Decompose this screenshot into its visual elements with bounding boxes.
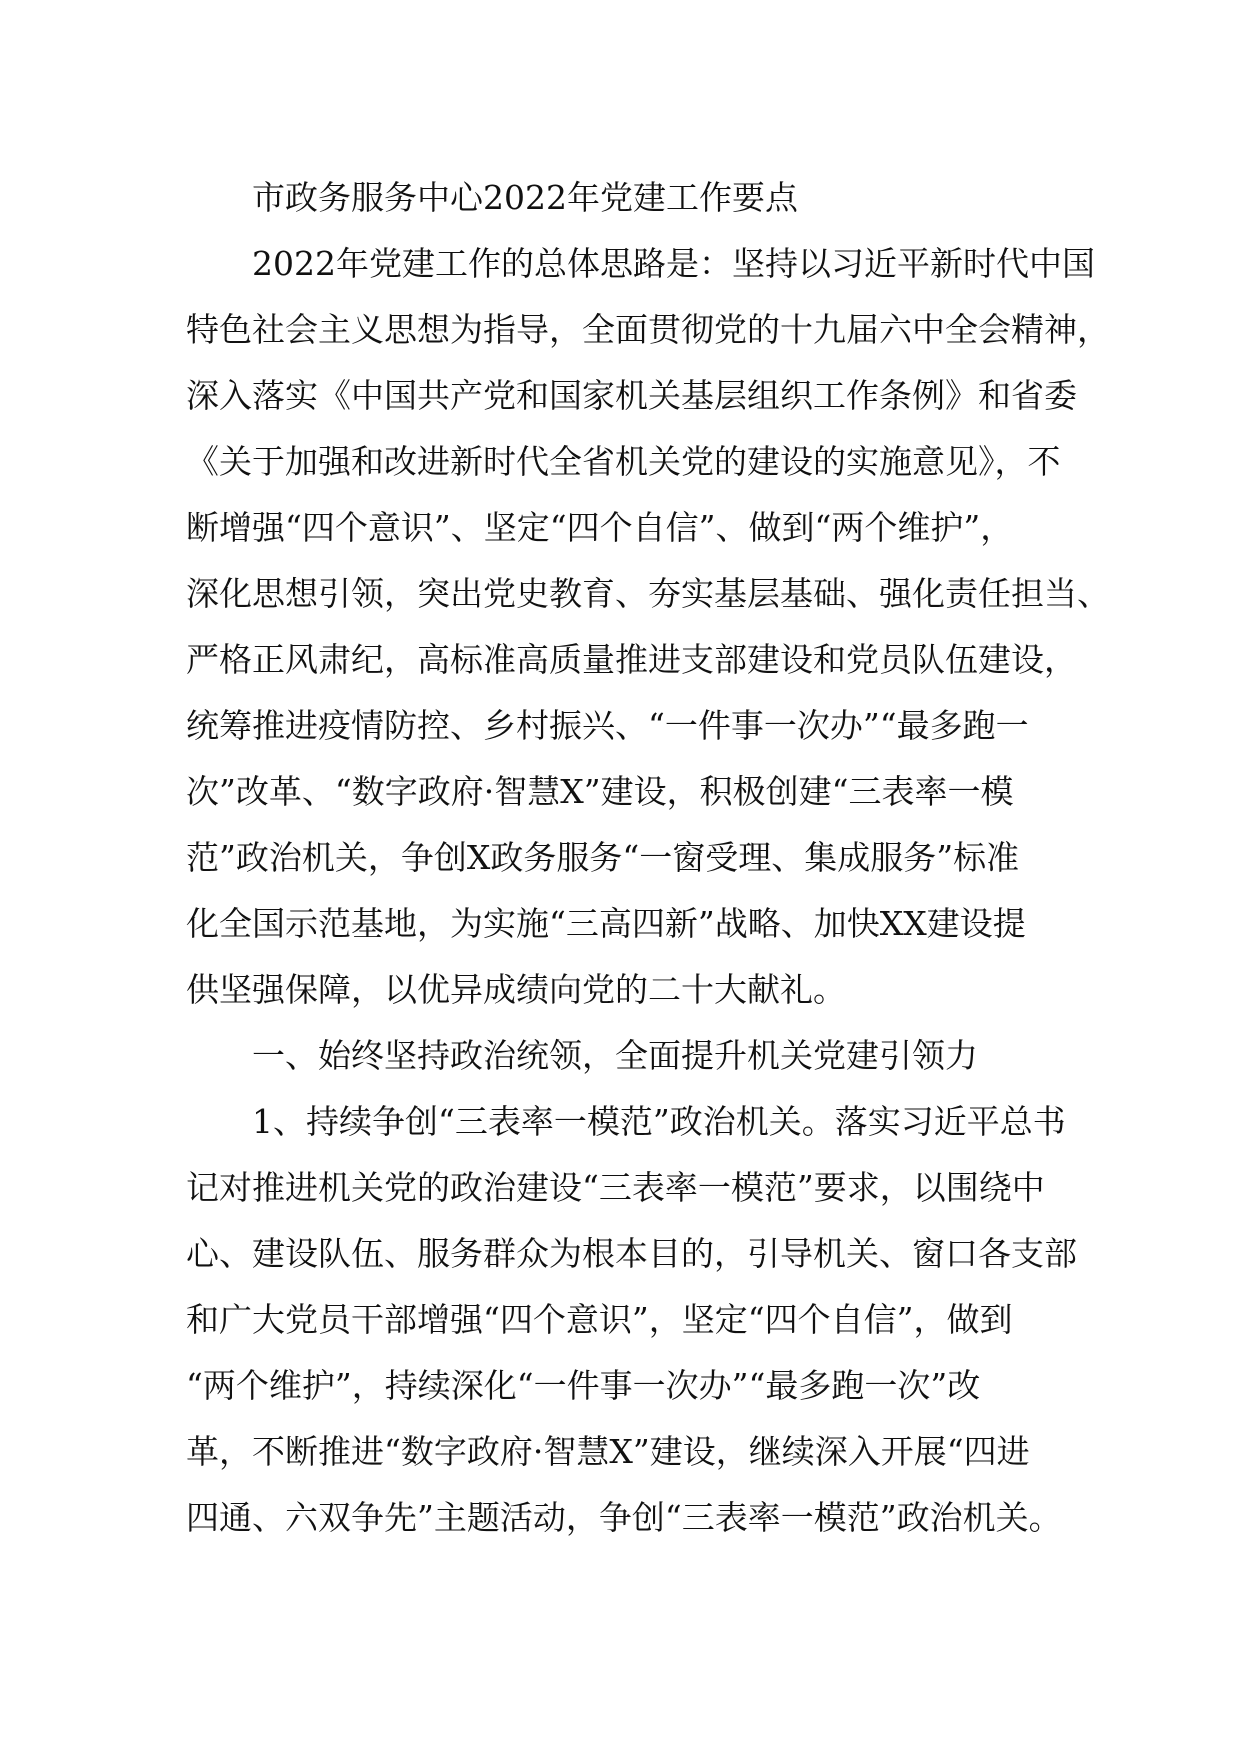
intro-line-11: 化全国示范基地，为实施“三高四新”战略、加快XX建设提 [186, 904, 1026, 943]
intro-line-6: 深化思想引领，突出党史教育、夯实基层基础、强化责任担当、 [186, 574, 1110, 613]
intro-line-8: 统筹推进疫情防控、乡村振兴、“一件事一次办”“最多跑一 [186, 706, 1029, 745]
item1-line-3: 心、建设队伍、服务群众为根本目的，引导机关、窗口各支部 [186, 1234, 1077, 1273]
item1-line-2: 记对推进机关党的政治建设“三表率一模范”要求，以围绕中 [186, 1168, 1045, 1207]
item1-line-4: 和广大党员干部增强“四个意识”，坚定“四个自信”，做到 [186, 1300, 1013, 1339]
intro-line-4: 《关于加强和改进新时代全省机关党的建设的实施意见》，不 [186, 442, 1061, 481]
item1-line-7: 四通、六双争先”主题活动，争创“三表率一模范”政治机关。 [186, 1498, 1062, 1537]
intro-line-3: 深入落实《中国共产党和国家机关基层组织工作条例》和省委 [186, 376, 1077, 415]
intro-line-12: 供坚强保障，以优异成绩向党的二十大献礼。 [186, 970, 846, 1009]
intro-line-10: 范”政治机关，争创X政务服务“一窗受理、集成服务”标准 [186, 838, 1020, 877]
item1-line-6: 革，不断推进“数字政府·智慧X”建设，继续深入开展“四进 [186, 1432, 1030, 1471]
intro-line-5: 断增强“四个意识”、坚定“四个自信”、做到“两个维护”， [186, 508, 1014, 547]
intro-line-2: 特色社会主义思想为指导，全面贯彻党的十九届六中全会精神， [186, 310, 1110, 349]
intro-line-1: 2022年党建工作的总体思路是：坚持以习近平新时代中国 [252, 244, 1095, 283]
item1-line-1: 1、持续争创“三表率一模范”政治机关。落实习近平总书 [252, 1102, 1066, 1141]
item1-line-5: “两个维护”，持续深化“一件事一次办”“最多跑一次”改 [186, 1366, 981, 1405]
document-body [186, 165, 1110, 1551]
intro-line-9: 次”改革、“数字政府·智慧X”建设，积极创建“三表率一模 [186, 772, 1014, 811]
intro-line-7: 严格正风肃纪，高标准高质量推进支部建设和党员队伍建设， [186, 640, 1077, 679]
section-heading: 一、始终坚持政治统领，全面提升机关党建引领力 [252, 1036, 978, 1075]
document-title: 市政务服务中心2022年党建工作要点 [252, 178, 798, 217]
